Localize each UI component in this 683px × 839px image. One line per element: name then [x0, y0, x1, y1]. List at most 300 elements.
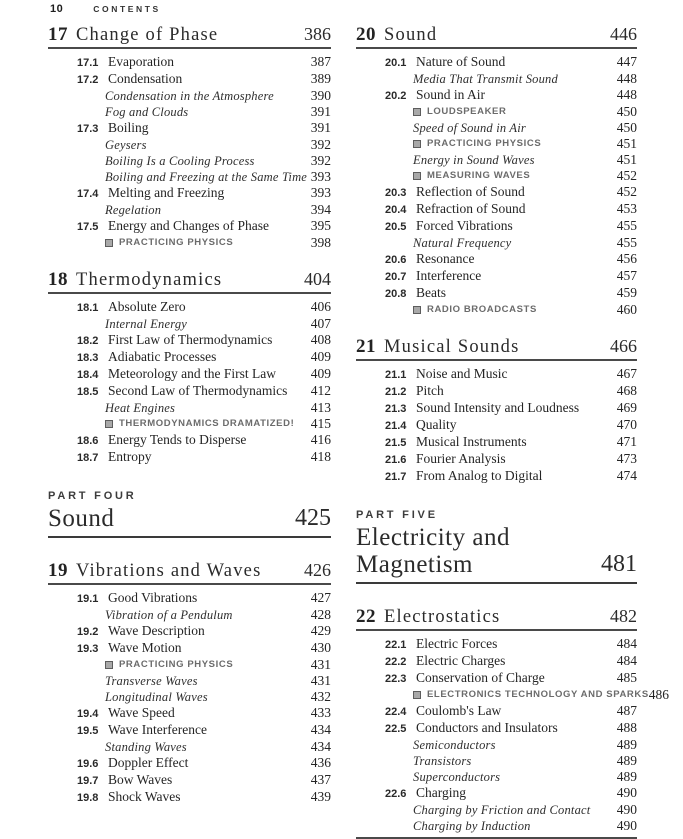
row-page-number: 406	[310, 299, 331, 314]
toc-row	[356, 737, 637, 753]
toc-row	[356, 818, 637, 834]
row-page-number: 450	[616, 104, 637, 119]
subsection-title: Geysers	[105, 138, 147, 152]
row-page-number: 490	[616, 818, 637, 833]
toc-row	[356, 720, 637, 737]
chapter-page-number: 482	[610, 606, 637, 626]
section-title: Resonance	[416, 251, 475, 266]
section-title: Melting and Freezing	[108, 185, 225, 200]
row-page-number: 393	[310, 185, 331, 200]
row-page-number: 490	[616, 802, 637, 817]
part-title: Sound	[48, 505, 115, 532]
section-title: Forced Vibrations	[416, 218, 513, 233]
section-number: 22.1	[385, 639, 407, 651]
chapter-block	[48, 269, 331, 466]
toc-row	[356, 802, 637, 818]
section-number: 22.3	[385, 673, 407, 685]
section-number: 18.5	[77, 386, 99, 398]
row-page-number: 392	[310, 153, 331, 168]
row-page-number: 455	[616, 218, 637, 233]
section-number: 21.7	[385, 471, 407, 483]
chapter-title: Thermodynamics	[76, 270, 223, 290]
row-page-number: 484	[616, 653, 637, 668]
feature-box-icon	[105, 239, 113, 247]
feature-label-text: PRACTICING PHYSICS	[119, 659, 234, 670]
chapter-title: Sound	[384, 25, 438, 45]
chapter-heading	[48, 269, 331, 294]
section-number: 20.3	[385, 187, 407, 199]
row-page-number: 413	[310, 400, 331, 415]
row-page-number: 427	[310, 590, 331, 605]
subsection-title: Boiling Is a Cooling Process	[105, 154, 255, 168]
toc-row	[48, 202, 331, 218]
section-title: Meteorology and the First Law	[108, 366, 276, 381]
toc-row	[356, 400, 637, 417]
row-page-number: 489	[616, 753, 637, 768]
toc-row	[356, 184, 637, 201]
toc-row	[356, 366, 637, 383]
part-kicker: PART FIVE	[356, 509, 438, 521]
feature-box-icon	[413, 140, 421, 148]
chapter-heading	[48, 24, 331, 49]
subsection-title: Heat Engines	[105, 401, 176, 415]
section-number: 17.3	[77, 123, 99, 135]
section-title: Bow Waves	[108, 772, 173, 787]
toc-row	[48, 607, 331, 623]
section-number: 20.7	[385, 271, 407, 283]
row-page-number: 460	[616, 302, 637, 317]
section-title: Wave Description	[108, 623, 205, 638]
row-page-number: 416	[310, 432, 331, 447]
feature-label-text: MEASURING WAVES	[427, 170, 531, 181]
row-page-number: 394	[310, 202, 331, 217]
section-number: 20.6	[385, 254, 407, 266]
toc-row	[48, 218, 331, 235]
subsection-title: Energy in Sound Waves	[413, 153, 535, 167]
toc-row	[48, 449, 331, 466]
row-page-number: 389	[310, 71, 331, 86]
toc-row	[48, 235, 331, 251]
toc-row	[48, 332, 331, 349]
feature-box-icon	[413, 691, 421, 699]
row-page-number: 390	[310, 88, 331, 103]
section-number: 19.8	[77, 792, 99, 804]
toc-row	[356, 152, 637, 168]
section-number: 17.1	[77, 57, 99, 69]
row-page-number: 428	[310, 607, 331, 622]
toc-columns	[48, 24, 670, 839]
toc-row	[356, 201, 637, 218]
chapter-number: 19	[48, 560, 68, 581]
toc-row	[48, 432, 331, 449]
section-number: 19.5	[77, 725, 99, 737]
feature-label	[105, 235, 311, 251]
row-page-number: 431	[310, 657, 331, 672]
row-page-number: 452	[616, 184, 637, 199]
chapter-title: Vibrations and Waves	[76, 561, 262, 581]
toc-row	[48, 722, 331, 739]
chapter-number: 18	[48, 269, 68, 290]
row-page-number: 485	[616, 670, 637, 685]
row-page-number: 431	[310, 673, 331, 688]
section-title: Absolute Zero	[108, 299, 186, 314]
section-title: Second Law of Thermodynamics	[108, 383, 288, 398]
section-title: Refraction of Sound	[416, 201, 526, 216]
chapter-title: Musical Sounds	[384, 337, 520, 357]
row-page-number: 452	[616, 168, 637, 183]
subsection-title: Boiling and Freezing at the Same Time	[105, 170, 308, 184]
section-number: 20.4	[385, 204, 407, 216]
section-title: Sound in Air	[416, 87, 486, 102]
chapter-block	[356, 606, 670, 834]
chapter-heading	[356, 606, 637, 631]
toc-row	[48, 137, 331, 153]
chapter-heading	[356, 24, 637, 49]
row-page-number: 489	[616, 737, 637, 752]
toc-row	[48, 772, 331, 789]
chapter-rows	[356, 54, 637, 318]
toc-row	[48, 366, 331, 383]
feature-label-text: LOUDSPEAKER	[427, 106, 507, 117]
toc-row	[356, 785, 637, 802]
subsection-title: Standing Waves	[105, 740, 187, 754]
toc-row	[48, 705, 331, 722]
row-page-number: 407	[310, 316, 331, 331]
feature-label	[105, 657, 311, 673]
toc-row	[356, 251, 637, 268]
feature-label	[413, 168, 617, 184]
section-title: Pitch	[416, 383, 444, 398]
toc-row	[48, 316, 331, 332]
subsection-title: Natural Frequency	[413, 236, 512, 250]
row-page-number: 487	[616, 703, 637, 718]
row-page-number: 453	[616, 201, 637, 216]
subsection-title: Condensation in the Atmosphere	[105, 89, 274, 103]
section-title: Wave Interference	[108, 722, 207, 737]
toc-row	[48, 640, 331, 657]
toc-row	[48, 71, 331, 88]
row-page-number: 433	[310, 705, 331, 720]
section-title: Wave Speed	[108, 705, 175, 720]
subsection-title: Media That Transmit Sound	[413, 72, 558, 86]
row-page-number: 451	[616, 152, 637, 167]
subsection-title: Transverse Waves	[105, 674, 198, 688]
row-page-number: 459	[616, 285, 637, 300]
row-page-number: 409	[310, 366, 331, 381]
section-title: Beats	[416, 285, 446, 300]
toc-row	[48, 657, 331, 673]
section-number: 21.6	[385, 454, 407, 466]
toc-row	[356, 769, 637, 785]
toc-row	[48, 169, 331, 185]
feature-label-text: PRACTICING PHYSICS	[119, 237, 234, 248]
row-page-number: 471	[616, 434, 637, 449]
toc-row	[356, 54, 637, 71]
subsection-title: Transistors	[413, 754, 472, 768]
chapter-page-number: 466	[610, 336, 637, 356]
section-number: 18.6	[77, 435, 99, 447]
toc-row	[356, 670, 637, 687]
chapter-number: 17	[48, 24, 68, 45]
section-number: 17.2	[77, 74, 99, 86]
toc-row	[356, 302, 637, 318]
part-kicker: PART FOUR	[48, 490, 137, 502]
part-page-number: 481	[601, 551, 637, 577]
toc-row	[48, 153, 331, 169]
row-page-number: 429	[310, 623, 331, 638]
section-title: Good Vibrations	[108, 590, 198, 605]
row-page-number: 439	[310, 789, 331, 804]
chapter-rows	[48, 299, 331, 466]
row-page-number: 391	[310, 104, 331, 119]
section-title: Condensation	[108, 71, 183, 86]
chapter-title: Electrostatics	[384, 607, 501, 627]
part-block	[356, 509, 637, 584]
chapter-page-number: 426	[304, 560, 331, 580]
feature-label-text: PRACTICING PHYSICS	[427, 138, 542, 149]
row-page-number: 412	[310, 383, 331, 398]
row-page-number: 490	[616, 785, 637, 800]
toc-row	[48, 104, 331, 120]
part-title: Electricity and Magnetism	[356, 524, 510, 578]
row-page-number: 430	[310, 640, 331, 655]
toc-row	[356, 703, 637, 720]
section-title: First Law of Thermodynamics	[108, 332, 273, 347]
chapter-block	[48, 24, 331, 251]
toc-row	[48, 590, 331, 607]
toc-row	[48, 383, 331, 400]
section-title: Boiling	[108, 120, 149, 135]
row-page-number: 393	[310, 169, 331, 184]
toc-row	[356, 468, 637, 485]
feature-label	[105, 416, 311, 432]
feature-box-icon	[413, 108, 421, 116]
section-title: Noise and Music	[416, 366, 508, 381]
toc-row	[48, 416, 331, 432]
row-page-number: 387	[310, 54, 331, 69]
row-page-number: 436	[310, 755, 331, 770]
toc-row	[356, 168, 637, 184]
section-number: 18.7	[77, 452, 99, 464]
toc-row	[356, 120, 637, 136]
row-page-number: 456	[616, 251, 637, 266]
row-page-number: 415	[310, 416, 331, 431]
toc-row	[48, 739, 331, 755]
chapter-number: 20	[356, 24, 376, 45]
row-page-number: 418	[310, 449, 331, 464]
chapter-block	[356, 336, 637, 485]
chapter-rows	[48, 54, 331, 251]
toc-row	[356, 417, 637, 434]
section-title: Conductors and Insulators	[416, 720, 558, 735]
toc-row	[356, 235, 637, 251]
feature-box-icon	[105, 661, 113, 669]
toc-column-right	[356, 24, 670, 839]
row-page-number: 398	[310, 235, 331, 250]
feature-box-icon	[105, 420, 113, 428]
section-title: Energy and Changes of Phase	[108, 218, 269, 233]
section-number: 20.2	[385, 90, 407, 102]
row-page-number: 468	[616, 383, 637, 398]
chapter-page-number: 404	[304, 269, 331, 289]
section-number: 20.1	[385, 57, 407, 69]
row-page-number: 448	[616, 71, 637, 86]
section-title: Shock Waves	[108, 789, 181, 804]
row-page-number: 392	[310, 137, 331, 152]
toc-row	[48, 400, 331, 416]
toc-row	[48, 88, 331, 104]
section-number: 20.8	[385, 288, 407, 300]
section-title: Coulomb's Law	[416, 703, 502, 718]
section-number: 20.5	[385, 221, 407, 233]
toc-row	[356, 87, 637, 104]
section-number: 21.4	[385, 420, 407, 432]
chapter-rows	[356, 636, 670, 834]
row-page-number: 474	[616, 468, 637, 483]
section-title: Quality	[416, 417, 457, 432]
feature-box-icon	[413, 172, 421, 180]
row-page-number: 489	[616, 769, 637, 784]
section-number: 22.2	[385, 656, 407, 668]
toc-row	[356, 434, 637, 451]
feature-label-text: RADIO BROADCASTS	[427, 304, 537, 315]
chapter-rows	[356, 366, 637, 485]
section-number: 19.3	[77, 643, 99, 655]
row-page-number: 409	[310, 349, 331, 364]
section-title: Energy Tends to Disperse	[108, 432, 247, 447]
chapter-page-number: 446	[610, 24, 637, 44]
feature-box-icon	[413, 306, 421, 314]
running-header	[50, 3, 161, 15]
toc-row	[356, 653, 637, 670]
section-number: 21.5	[385, 437, 407, 449]
section-number: 19.2	[77, 626, 99, 638]
subsection-title: Longitudinal Waves	[105, 690, 208, 704]
row-page-number: 469	[616, 400, 637, 415]
toc-row	[356, 218, 637, 235]
toc-row	[356, 753, 637, 769]
feature-label	[413, 302, 617, 318]
row-page-number: 434	[310, 739, 331, 754]
section-number: 21.3	[385, 403, 407, 415]
subsection-title: Regelation	[105, 203, 162, 217]
toc-row	[48, 185, 331, 202]
toc-row	[356, 687, 670, 703]
subsection-title: Semiconductors	[413, 738, 496, 752]
subsection-title: Superconductors	[413, 770, 501, 784]
toc-row	[356, 268, 637, 285]
section-number: 19.4	[77, 708, 99, 720]
row-page-number: 455	[616, 235, 637, 250]
toc-row	[356, 285, 637, 302]
section-number: 19.7	[77, 775, 99, 787]
row-page-number: 408	[310, 332, 331, 347]
section-title: Fourier Analysis	[416, 451, 506, 466]
part-block	[48, 490, 331, 538]
section-number: 18.4	[77, 369, 99, 381]
feature-label	[413, 136, 617, 152]
toc-row	[48, 689, 331, 705]
section-number: 22.6	[385, 788, 407, 800]
toc-row	[48, 623, 331, 640]
chapter-number: 21	[356, 336, 376, 357]
part-page-number: 425	[295, 505, 331, 531]
contents-label: CONTENTS	[93, 4, 161, 14]
part-title-row	[48, 505, 331, 538]
subsection-title: Vibration of a Pendulum	[105, 608, 233, 622]
chapter-block	[48, 560, 331, 806]
row-page-number: 457	[616, 268, 637, 283]
section-number: 18.3	[77, 352, 99, 364]
subsection-title: Speed of Sound in Air	[413, 121, 526, 135]
section-number: 22.5	[385, 723, 407, 735]
row-page-number: 467	[616, 366, 637, 381]
section-number: 17.5	[77, 221, 99, 233]
section-title: Electric Forces	[416, 636, 498, 651]
row-page-number: 437	[310, 772, 331, 787]
chapter-page-number: 386	[304, 24, 331, 44]
subsection-title: Charging by Induction	[413, 819, 531, 833]
chapter-block	[356, 24, 637, 318]
section-title: Doppler Effect	[108, 755, 189, 770]
row-page-number: 486	[648, 687, 670, 702]
row-page-number: 470	[616, 417, 637, 432]
part-title-row	[356, 524, 637, 584]
toc-row	[356, 451, 637, 468]
row-page-number: 450	[616, 120, 637, 135]
row-page-number: 448	[616, 87, 637, 102]
toc-row	[356, 104, 637, 120]
section-number: 21.1	[385, 369, 407, 381]
feature-label	[413, 104, 617, 120]
section-number: 21.2	[385, 386, 407, 398]
toc-column-left	[48, 24, 331, 839]
section-number: 22.4	[385, 706, 407, 718]
section-title: From Analog to Digital	[416, 468, 543, 483]
row-page-number: 488	[616, 720, 637, 735]
chapter-number: 22	[356, 606, 376, 627]
chapter-heading	[356, 336, 637, 361]
section-title: Reflection of Sound	[416, 184, 525, 199]
section-title: Adiabatic Processes	[108, 349, 217, 364]
toc-row	[356, 636, 637, 653]
section-title: Interference	[416, 268, 482, 283]
row-page-number: 451	[616, 136, 637, 151]
chapter-title: Change of Phase	[76, 25, 219, 45]
section-title: Evaporation	[108, 54, 174, 69]
section-title: Wave Motion	[108, 640, 182, 655]
section-title: Conservation of Charge	[416, 670, 545, 685]
row-page-number: 484	[616, 636, 637, 651]
row-page-number: 395	[310, 218, 331, 233]
section-title: Entropy	[108, 449, 152, 464]
toc-row	[356, 383, 637, 400]
toc-row	[48, 673, 331, 689]
toc-row	[356, 71, 637, 87]
section-number: 19.1	[77, 593, 99, 605]
subsection-title: Charging by Friction and Contact	[413, 803, 591, 817]
chapter-heading	[48, 560, 331, 585]
subsection-title: Internal Energy	[105, 317, 188, 331]
folio-page-number: 10	[50, 3, 64, 15]
feature-label-text: ELECTRONICS TECHNOLOGY AND SPARKS	[427, 689, 649, 700]
section-title: Nature of Sound	[416, 54, 506, 69]
section-number: 18.1	[77, 302, 99, 314]
section-number: 17.4	[77, 188, 99, 200]
toc-row	[48, 120, 331, 137]
row-page-number: 473	[616, 451, 637, 466]
row-page-number: 447	[616, 54, 637, 69]
